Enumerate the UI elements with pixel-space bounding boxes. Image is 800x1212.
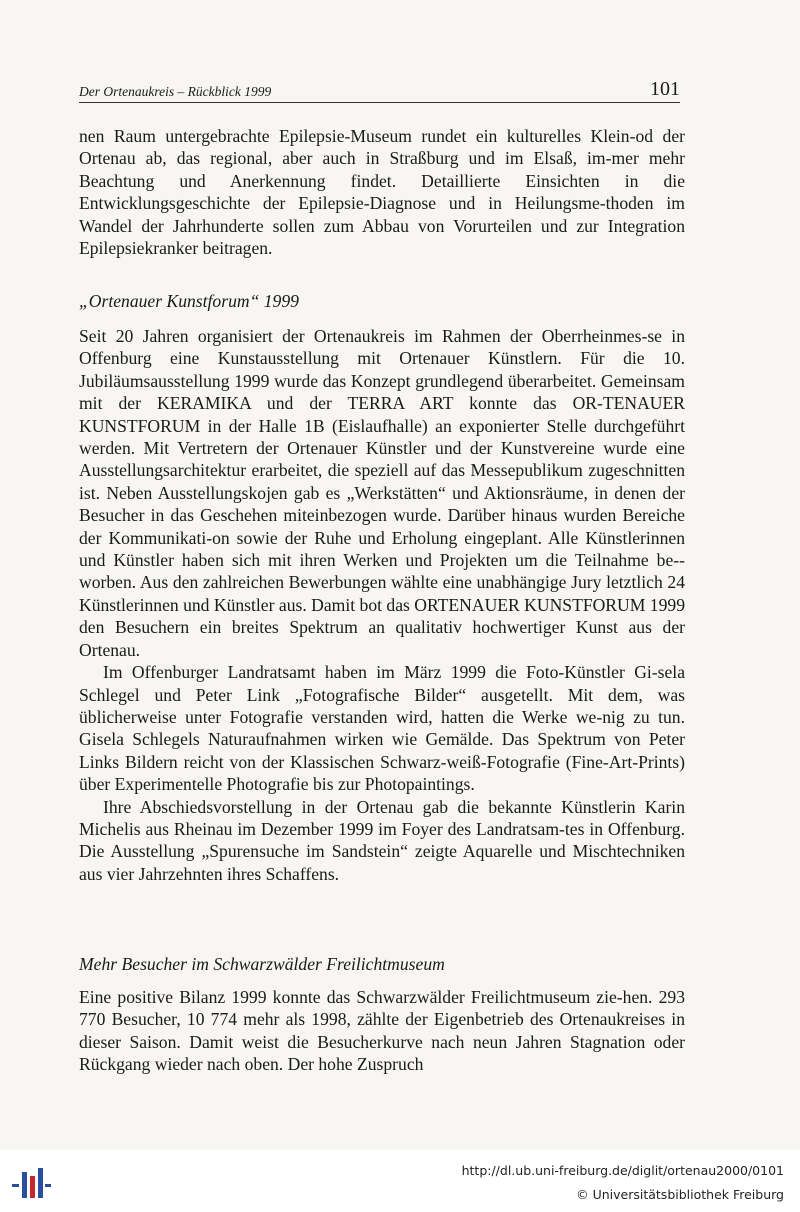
running-title: Der Ortenaukreis – Rückblick 1999 — [79, 84, 272, 99]
intro-text — [79, 125, 685, 259]
source-url-link[interactable]: http://dl.ub.uni-freiburg.de/diglit/ortenau2000/0101 — [461, 1163, 784, 1178]
paragraph: Ihre Abschiedsvorstellung in der Ortenau gab die bekannte Künstlerin Karin Michelis aus Rheinau im Dezember 1999 im Foyer des Landratsam-tes in Offenburg. Die Ausstellung „Spurensuche im Sandstein“ zeigte Aquarelle und Mischtechniken aus vier Jahrzehnten ihres Schaffens. — [79, 796, 685, 884]
ub-freiburg-logo-icon[interactable] — [10, 1164, 52, 1200]
viewer-footer — [0, 1150, 800, 1212]
section-heading-freilichtmuseum: Mehr Besucher im Schwarzwälder Freilichtmuseum — [79, 954, 445, 974]
intro-paragraph: nen Raum untergebrachte Epilepsie-Museum rundet ein kulturelles Klein-od der Ortenau ab, das regional, aber auch in Straßburg und im Elsaß, im-mer mehr Beachtung und Anerkennung findet. Detaillierte Einsichten in die Entwicklungsgeschichte der Epilepsie-Diagnose und in Heilungsme-thoden im Wandel der Jahrhunderte sollen zum Abbau von Vorurteilen und zur Integration Epilepsiekranker beitragen. — [79, 126, 685, 259]
paragraph: Eine positive Bilanz 1999 konnte das Schwarzwälder Freilichtmuseum zie-hen. 293 770 Besucher, 10 774 mehr als 1998, zählte der Eigenbetrieb des Ortenaukreises in dieser Saison. Damit weist die Besucherkurve nach neun Jahren Stagnation oder Rückgang wieder nach oben. Der hohe Zuspruch — [79, 987, 685, 1075]
section-heading-kunstforum: „Ortenauer Kunstforum“ 1999 — [79, 291, 299, 311]
page-number: 101 — [650, 78, 680, 100]
paragraph: Seit 20 Jahren organisiert der Ortenaukreis im Rahmen der Oberrheinmes-se in Offenburg eine Kunstausstellung mit Ortenauer Künstlern. Für die 10. Jubiläumsausstellung 1999 wurde das Konzept grundlegend überarbeitet. Gemeinsam mit der KERAMIKA und der TERRA ART konnte das OR-TENAUER KUNSTFORUM in der Halle 1B (Eislaufhalle) an exponierter Stelle durchgeführt werden. Mit Vertretern der Ortenauer Künstler und der Kunstvereine wurde eine Ausstellungsarchitektur erarbeitet, die speziell auf das Messepublikum zugeschnitten ist. Neben Ausstellungskojen gab es „Werkstätten“ und Aktionsräume, in denen der Besucher in das Geschehen miteinbezogen wurde. Darüber hinaus wurden Bereiche der Kommunikati-on sowie der Ruhe und Erholung eingeplant. Alle Künstlerinnen und Künstler haben sich mit ihren Werken und Projekten um die Teilnahme be-worben. Aus den zahlreichen Bewerbungen wählte eine unabhängige Jury letztlich 24 Künstlerinnen und Künstler aus. Damit bot das ORTENAUER KUNSTFORUM 1999 den Besuchern ein breites Spektrum an qualitativ hochwertiger Kunst aus der Ortenau. — [79, 326, 685, 660]
copyright-notice: © Universitätsbibliothek Freiburg — [576, 1187, 784, 1202]
running-header — [79, 80, 680, 103]
section-body-kunstforum — [79, 325, 685, 885]
paragraph: Im Offenburger Landratsamt haben im März 1999 die Foto-Künstler Gi-sela Schlegel und Peter Link „Fotografische Bilder“ ausgetellt. Mit dem, was üblicherweise unter Fotografie verstanden wird, hatten die Werke we-nig zu tun. Gisela Schlegels Naturaufnahmen wirken wie Gemälde. Das Spektrum von Peter Links Bildern reicht von der Klassischen Schwarz-weiß-Fotografie (Fine-Art-Prints) über Experimentelle Photografie bis zur Photopaintings. — [79, 662, 685, 795]
section-body-freilichtmuseum — [79, 986, 685, 1076]
